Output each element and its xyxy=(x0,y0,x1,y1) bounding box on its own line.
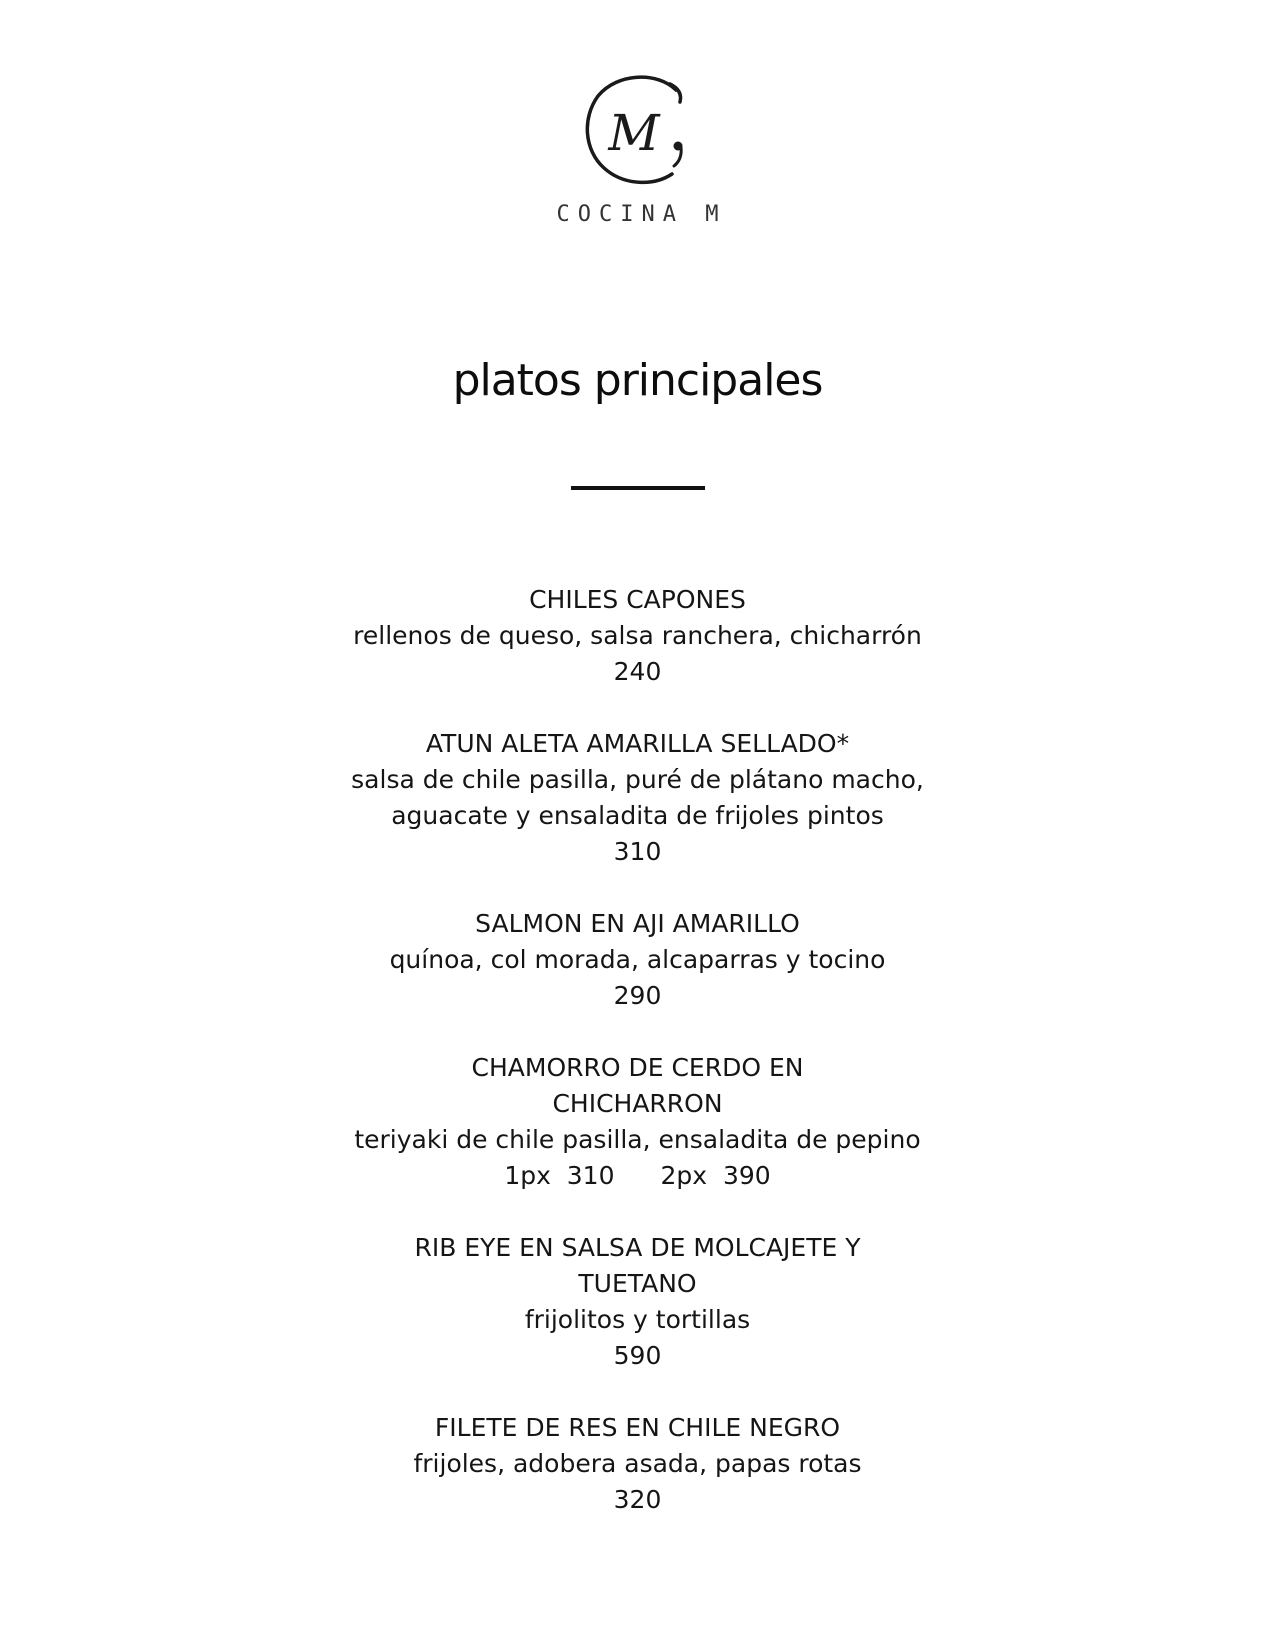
menu-list xyxy=(0,582,1275,1554)
dish-price: 290 xyxy=(613,981,662,1010)
dish-description: rellenos de queso, salsa ranchera, chicharrón xyxy=(353,621,922,650)
dish-name: RIB EYE EN SALSA DE MOLCAJETE Y TUETANO xyxy=(414,1233,861,1298)
dish-description: salsa de chile pasilla, puré de plátano macho, aguacate y ensaladita de frijoles pintos xyxy=(351,765,924,830)
dish-price: 310 xyxy=(613,837,662,866)
dish-name: CHAMORRO DE CERDO EN CHICHARRON xyxy=(471,1053,804,1118)
menu-item xyxy=(0,1050,1275,1194)
menu-item xyxy=(0,1410,1275,1518)
menu-item xyxy=(0,906,1275,1014)
dish-description: frijolitos y tortillas xyxy=(524,1305,751,1334)
price-option-two-persons: 2px 390 xyxy=(660,1161,771,1190)
dish-description: quínoa, col morada, alcaparras y tocino xyxy=(389,945,886,974)
dish-name: SALMON EN AJI AMARILLO xyxy=(475,909,800,938)
logo-letter: M xyxy=(607,104,660,162)
page-title: platos principales xyxy=(452,355,823,406)
price-option-one-person: 1px 310 xyxy=(504,1161,615,1190)
dish-price-options xyxy=(0,1158,1275,1194)
menu-item xyxy=(0,582,1275,690)
dish-description: frijoles, adobera asada, papas rotas xyxy=(413,1449,862,1478)
menu-item xyxy=(0,726,1275,870)
dish-name: FILETE DE RES EN CHILE NEGRO xyxy=(434,1413,841,1442)
title-divider xyxy=(571,486,705,490)
dish-name: ATUN ALETA AMARILLA SELLADO* xyxy=(425,729,850,758)
dish-price: 320 xyxy=(613,1485,662,1514)
dish-description: teriyaki de chile pasilla, ensaladita de pepino xyxy=(354,1125,921,1154)
dish-price: 240 xyxy=(613,657,662,686)
dish-price: 590 xyxy=(613,1341,662,1370)
cocina-m-logo-icon xyxy=(578,70,698,192)
brand-name: COCINA M xyxy=(556,202,727,227)
menu-item xyxy=(0,1230,1275,1374)
brand-logo xyxy=(0,70,1275,227)
dish-name: CHILES CAPONES xyxy=(529,585,746,614)
